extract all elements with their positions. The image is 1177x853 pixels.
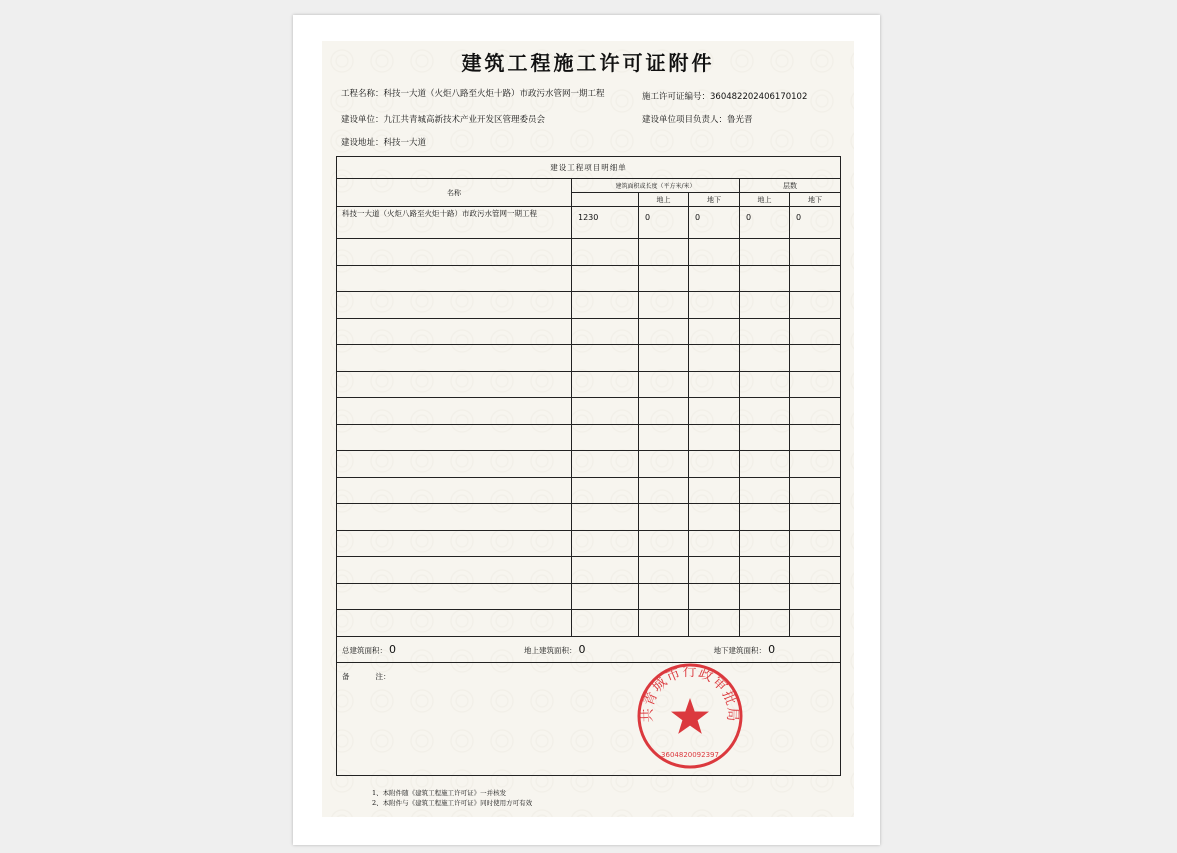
empty-cell — [689, 557, 740, 584]
empty-cell — [639, 239, 689, 266]
address-field — [341, 138, 426, 148]
empty-cell — [740, 371, 790, 398]
empty-cell — [740, 239, 790, 266]
empty-cell — [337, 371, 572, 398]
empty-cell — [740, 345, 790, 372]
empty-cell — [337, 239, 572, 266]
empty-cell — [639, 345, 689, 372]
permit-number-value: 360482202406170102 — [710, 92, 808, 102]
empty-cell — [639, 530, 689, 557]
permit-number-field — [642, 92, 807, 102]
empty-cell — [689, 318, 740, 345]
table-caption-row — [337, 157, 841, 179]
row-area-below: 0 — [689, 207, 740, 239]
empty-cell — [337, 345, 572, 372]
project-name-value: 科技一大道（火炬八路至火炬十路）市政污水管网一期工程 — [383, 89, 605, 99]
column-header-floors: 层数 — [740, 179, 841, 193]
table-row — [337, 424, 841, 451]
seal-text: 共青城市行政审批局 — [639, 664, 741, 723]
table-row — [337, 530, 841, 557]
empty-cell — [337, 265, 572, 292]
subheader-floors-below: 地下 — [790, 193, 841, 207]
empty-cell — [790, 530, 841, 557]
empty-cell — [639, 557, 689, 584]
totals-cell — [337, 636, 841, 662]
above-area-value: 0 — [578, 642, 586, 656]
empty-cell — [572, 610, 639, 637]
empty-cell — [790, 398, 841, 425]
above-area-label: 地上建筑面积： — [524, 645, 577, 655]
table-caption: 建设工程项目明细单 — [337, 157, 841, 179]
empty-cell — [639, 424, 689, 451]
address-label: 建设地址： — [341, 138, 384, 148]
empty-cell — [790, 610, 841, 637]
empty-cell — [337, 530, 572, 557]
table-row — [337, 207, 841, 239]
total-area-label: 总建筑面积： — [342, 645, 387, 655]
empty-cell — [790, 424, 841, 451]
subheader-floors-above: 地上 — [740, 193, 790, 207]
empty-cell — [790, 583, 841, 610]
empty-cell — [572, 530, 639, 557]
table-row — [337, 610, 841, 637]
empty-cell — [740, 424, 790, 451]
empty-cell — [689, 265, 740, 292]
table-row — [337, 504, 841, 531]
empty-cell — [740, 477, 790, 504]
empty-cell — [689, 451, 740, 478]
subheader-area-below: 地下 — [689, 193, 740, 207]
empty-cell — [689, 239, 740, 266]
empty-cell — [740, 610, 790, 637]
subheader-area-above: 地上 — [639, 193, 689, 207]
empty-cell — [337, 424, 572, 451]
empty-cell — [572, 318, 639, 345]
empty-cell — [790, 451, 841, 478]
empty-cell — [740, 451, 790, 478]
totals-row — [337, 636, 841, 662]
permit-number-label: 施工许可证编号： — [642, 92, 711, 102]
remarks-cell — [337, 662, 841, 775]
table-row — [337, 265, 841, 292]
project-detail-table — [336, 156, 841, 776]
row-floors-below: 0 — [790, 207, 841, 239]
empty-cell — [572, 239, 639, 266]
below-area — [714, 643, 776, 656]
empty-cell — [572, 424, 639, 451]
table-row — [337, 583, 841, 610]
empty-cell — [790, 292, 841, 319]
empty-cell — [689, 610, 740, 637]
empty-cell — [639, 318, 689, 345]
empty-cell — [740, 504, 790, 531]
table-row — [337, 451, 841, 478]
total-area-value: 0 — [389, 642, 396, 656]
remarks-label-b: 注： — [375, 671, 391, 681]
table-row — [337, 318, 841, 345]
table-row — [337, 345, 841, 372]
empty-cell — [689, 477, 740, 504]
table-row — [337, 398, 841, 425]
empty-cell — [689, 583, 740, 610]
document-title: 建筑工程施工许可证附件 — [461, 51, 715, 75]
row-floors-above: 0 — [740, 207, 790, 239]
table-header-row — [337, 179, 841, 193]
empty-cell — [639, 504, 689, 531]
row-name: 科技一大道（火炬八路至火炬十路）市政污水管网一期工程 — [337, 207, 572, 239]
empty-cell — [572, 451, 639, 478]
empty-cell — [639, 398, 689, 425]
empty-cell — [639, 371, 689, 398]
empty-cell — [337, 292, 572, 319]
address-value: 科技一大道 — [383, 138, 427, 148]
empty-cell — [689, 398, 740, 425]
remarks-label-a: 备 — [342, 671, 350, 681]
empty-cell — [572, 292, 639, 319]
empty-cell — [740, 265, 790, 292]
empty-cell — [337, 451, 572, 478]
empty-cell — [790, 504, 841, 531]
above-area — [524, 643, 586, 656]
empty-cell — [572, 583, 639, 610]
subheader-blank — [572, 193, 639, 207]
empty-cell — [572, 371, 639, 398]
empty-cell — [740, 530, 790, 557]
column-header-area: 建筑面积或长度（平方米/米） — [572, 179, 740, 193]
empty-cell — [790, 371, 841, 398]
footnote-1: 1、本附件随《建筑工程施工许可证》一并核发 — [372, 789, 507, 797]
remarks-row — [337, 662, 841, 775]
seal-code: 3604820092397 — [661, 751, 719, 759]
empty-cell — [740, 292, 790, 319]
empty-cell — [337, 610, 572, 637]
empty-cell — [337, 318, 572, 345]
empty-cell — [572, 398, 639, 425]
empty-cell — [740, 398, 790, 425]
permit-attachment — [322, 41, 854, 817]
empty-cell — [337, 398, 572, 425]
builder-manager-label: 建设单位项目负责人： — [642, 115, 728, 125]
empty-cell — [572, 504, 639, 531]
empty-cell — [639, 451, 689, 478]
empty-cell — [740, 318, 790, 345]
official-seal-icon — [635, 661, 745, 771]
empty-cell — [689, 371, 740, 398]
table-row — [337, 371, 841, 398]
column-header-name: 名称 — [337, 179, 572, 207]
empty-cell — [689, 424, 740, 451]
total-area — [342, 643, 396, 656]
table-row — [337, 239, 841, 266]
builder-manager-value: 鲁光晋 — [727, 115, 753, 125]
empty-cell — [790, 477, 841, 504]
table-row — [337, 292, 841, 319]
empty-cell — [689, 292, 740, 319]
remarks-label — [342, 672, 391, 681]
row-area-above: 0 — [639, 207, 689, 239]
table-row — [337, 477, 841, 504]
builder-label: 建设单位： — [341, 115, 384, 125]
empty-cell — [689, 530, 740, 557]
empty-cell — [740, 583, 790, 610]
empty-cell — [337, 557, 572, 584]
footnote-2: 2、本附件与《建筑工程施工许可证》同时使用方可有效 — [372, 799, 533, 807]
below-area-value: 0 — [768, 642, 776, 656]
empty-cell — [689, 504, 740, 531]
empty-cell — [337, 477, 572, 504]
empty-cell — [572, 265, 639, 292]
empty-cell — [790, 239, 841, 266]
empty-cell — [639, 583, 689, 610]
empty-cell — [740, 557, 790, 584]
builder-field — [341, 115, 545, 125]
project-name-field — [341, 89, 616, 99]
empty-cell — [790, 265, 841, 292]
builder-value: 九江共青城高新技术产业开发区管理委员会 — [383, 115, 546, 125]
empty-cell — [790, 318, 841, 345]
empty-cell — [572, 557, 639, 584]
row-area: 1230 — [572, 207, 639, 239]
empty-cell — [337, 504, 572, 531]
empty-cell — [572, 345, 639, 372]
project-name-label: 工程名称： — [341, 89, 384, 99]
footnotes — [372, 788, 532, 808]
empty-cell — [337, 583, 572, 610]
empty-cell — [689, 345, 740, 372]
empty-cell — [790, 345, 841, 372]
empty-cell — [572, 477, 639, 504]
empty-cell — [790, 557, 841, 584]
table-row — [337, 557, 841, 584]
below-area-label: 地下建筑面积： — [713, 645, 767, 655]
builder-manager-field — [642, 115, 753, 125]
empty-cell — [639, 477, 689, 504]
empty-cell — [639, 292, 689, 319]
empty-cell — [639, 265, 689, 292]
empty-cell — [639, 610, 689, 637]
